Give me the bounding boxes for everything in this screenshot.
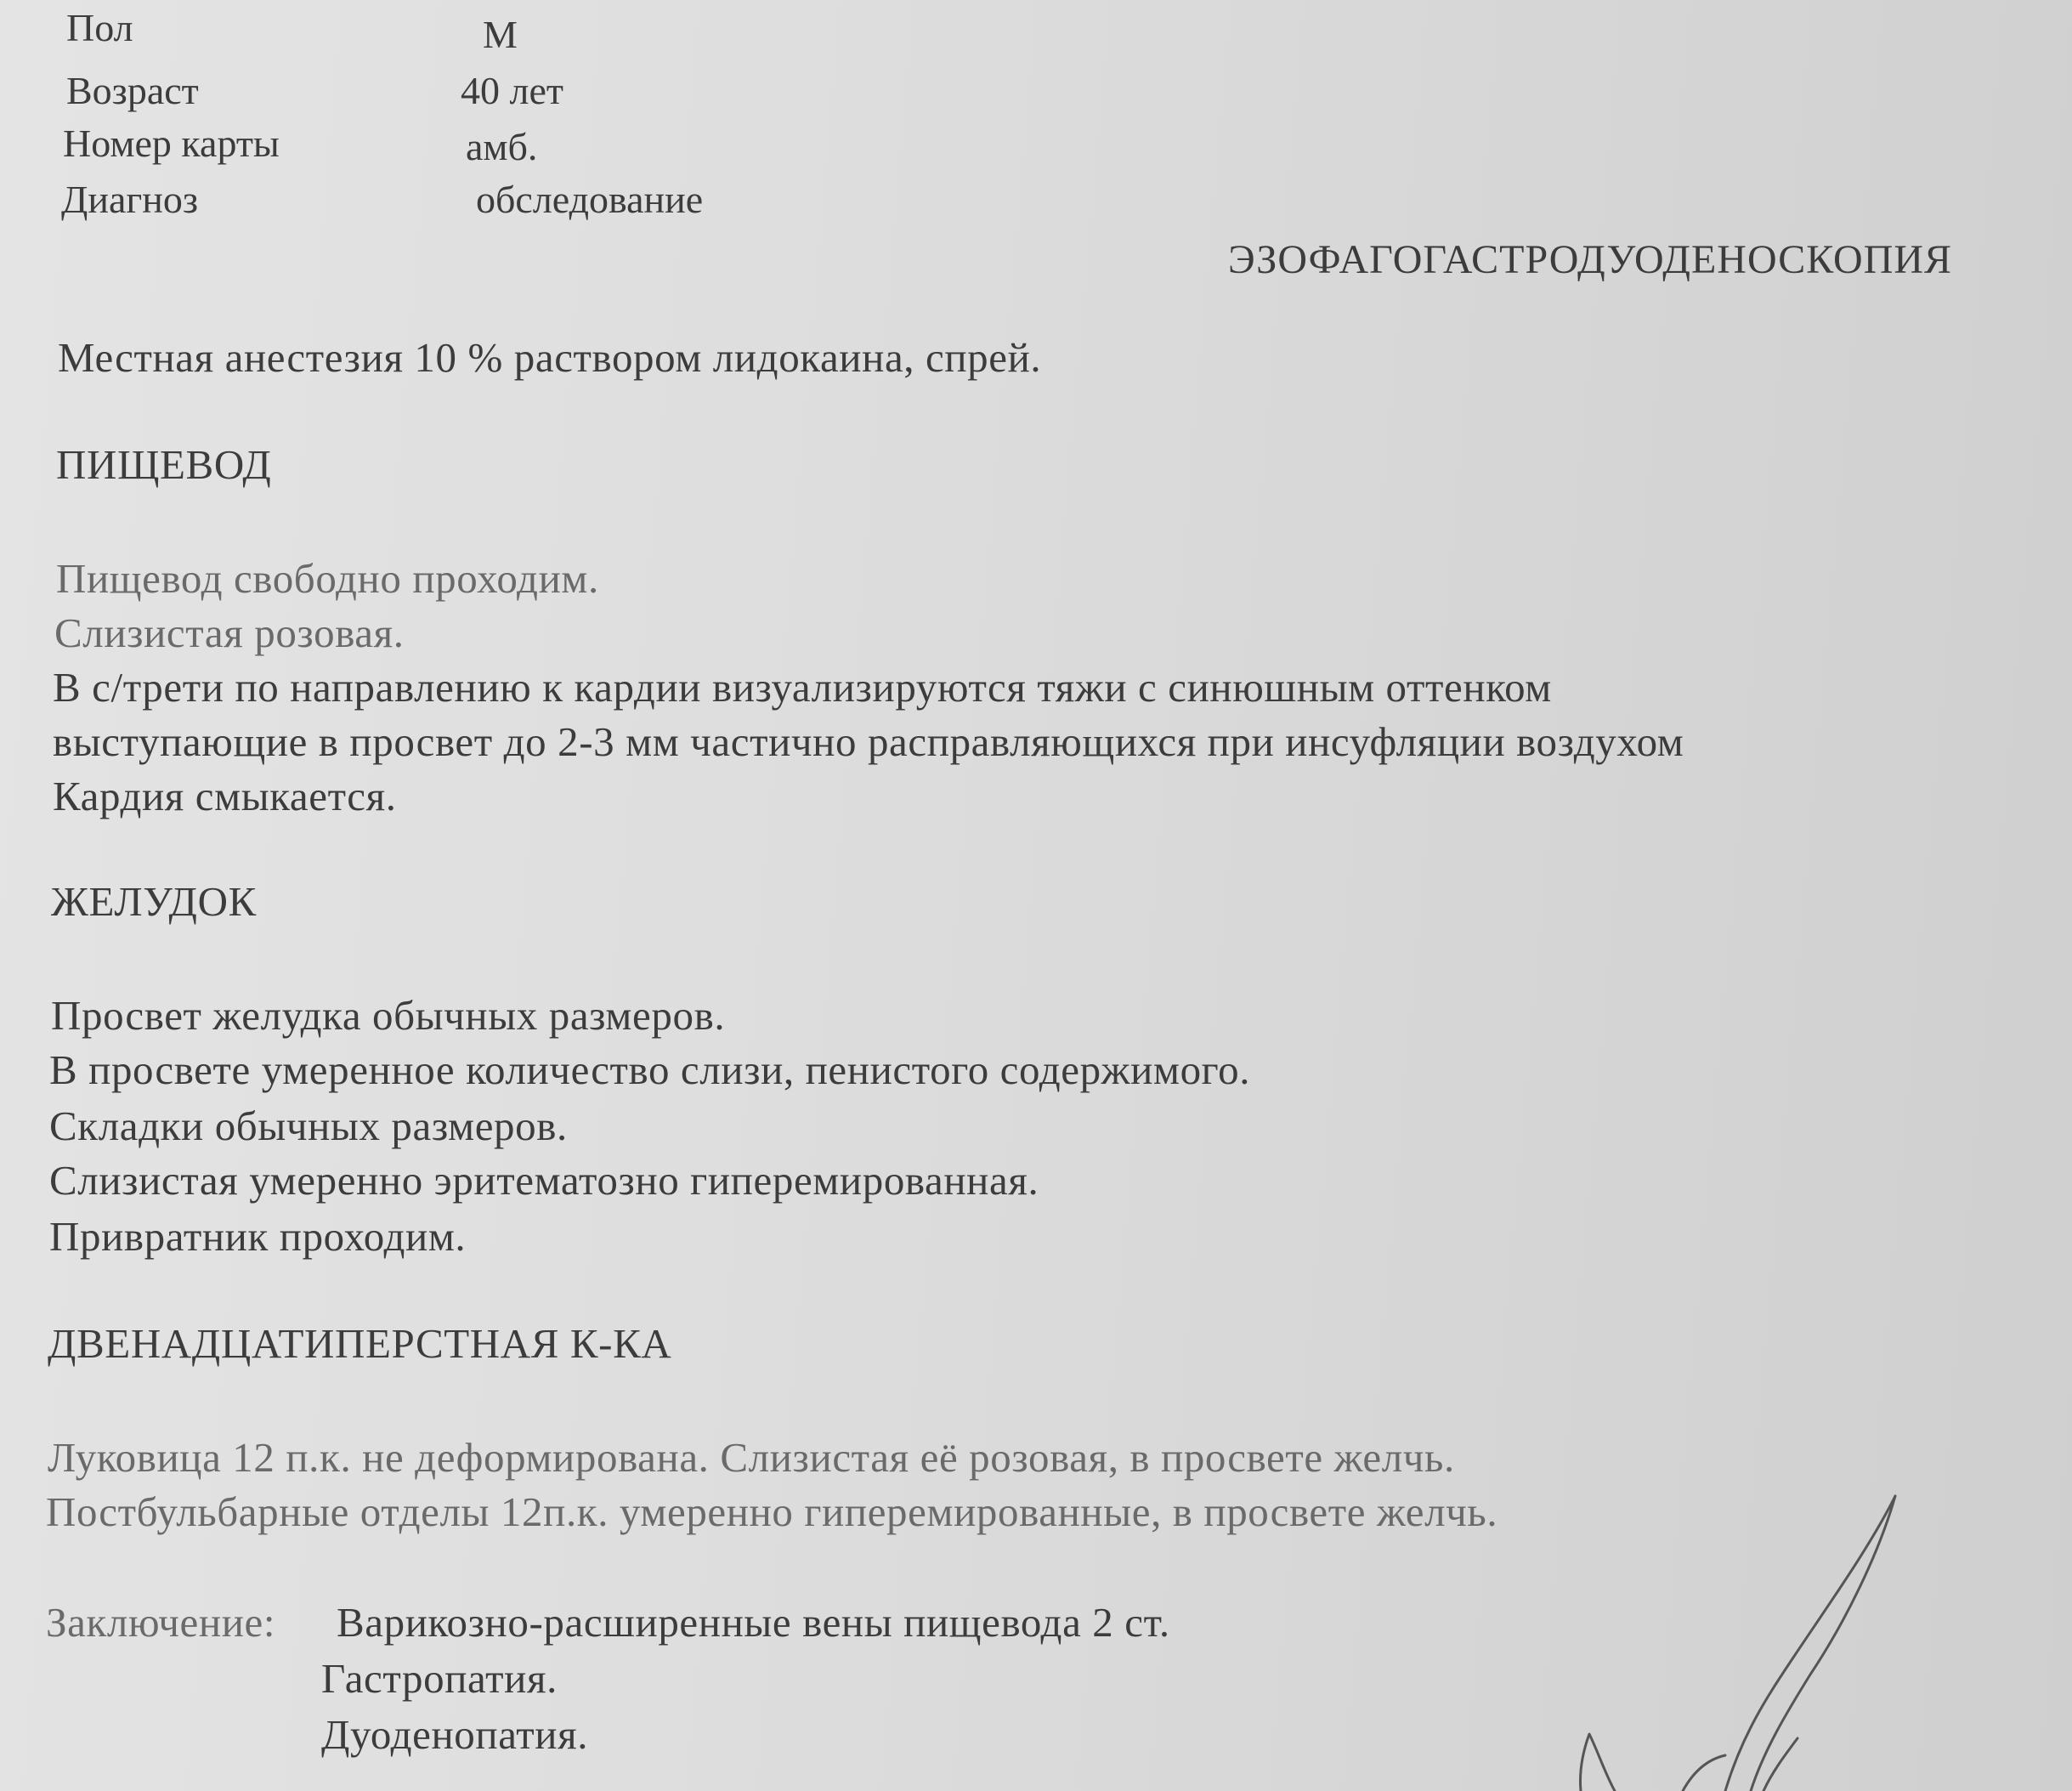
conclusion-label: Заключение: xyxy=(46,1599,276,1646)
finding-line: Слизистая розовая. xyxy=(54,609,405,656)
patient-label-diagnosis: Диагноз xyxy=(61,178,199,221)
conclusion-item: Варикозно-расширенные вены пищевода 2 ст. xyxy=(337,1599,1170,1646)
finding-line: Привратник проходим. xyxy=(49,1213,467,1260)
finding-line: Кардия смыкается. xyxy=(53,773,397,819)
patient-value-diagnosis: обследование xyxy=(476,178,704,221)
section-heading: ДВЕНАДЦАТИПЕРСТНАЯ К-КА xyxy=(48,1320,672,1367)
finding-line: В с/трети по направлению к кардии визуализируются тяжи с синюшным оттенком xyxy=(53,664,1552,711)
patient-value-age: 40 лет xyxy=(461,69,563,112)
patient-label-age: Возраст xyxy=(66,69,199,112)
patient-value-card: амб. xyxy=(466,125,538,168)
section-heading: ПИЩЕВОД xyxy=(56,441,272,488)
finding-line: выступающие в просвет до 2-3 мм частично расправляющихся при инсуфляции воздухом xyxy=(53,718,1684,765)
finding-line: В просвете умеренное количество слизи, пенистого содержимого. xyxy=(49,1046,1251,1093)
conclusion-item: Дуоденопатия. xyxy=(321,1711,589,1758)
patient-label-sex: Пол xyxy=(66,6,133,49)
anesthesia-note: Местная анестезия 10 % раствором лидокаина, спрей. xyxy=(58,334,1042,381)
finding-line: Слизистая умеренно эритематозно гиперемированная. xyxy=(49,1157,1039,1204)
finding-line: Пищевод свободно проходим. xyxy=(56,555,599,602)
finding-line: Просвет желудка обычных размеров. xyxy=(51,992,726,1039)
section-heading: ЖЕЛУДОК xyxy=(51,878,257,925)
patient-value-sex: М xyxy=(483,13,518,56)
finding-line: Постбульбарные отделы 12п.к. умеренно гиперемированные, в просвете желчь. xyxy=(46,1488,1498,1535)
document-title: ЭЗОФАГОГАСТРОДУОДЕНОСКОПИЯ xyxy=(1228,237,1953,282)
finding-line: Складки обычных размеров. xyxy=(49,1102,568,1149)
finding-line: Луковица 12 п.к. не деформирована. Слизистая её розовая, в просвете желчь. xyxy=(48,1434,1455,1481)
patient-label-card: Номер карты xyxy=(63,122,280,165)
conclusion-item: Гастропатия. xyxy=(321,1655,558,1702)
signature xyxy=(1470,1479,1912,1791)
